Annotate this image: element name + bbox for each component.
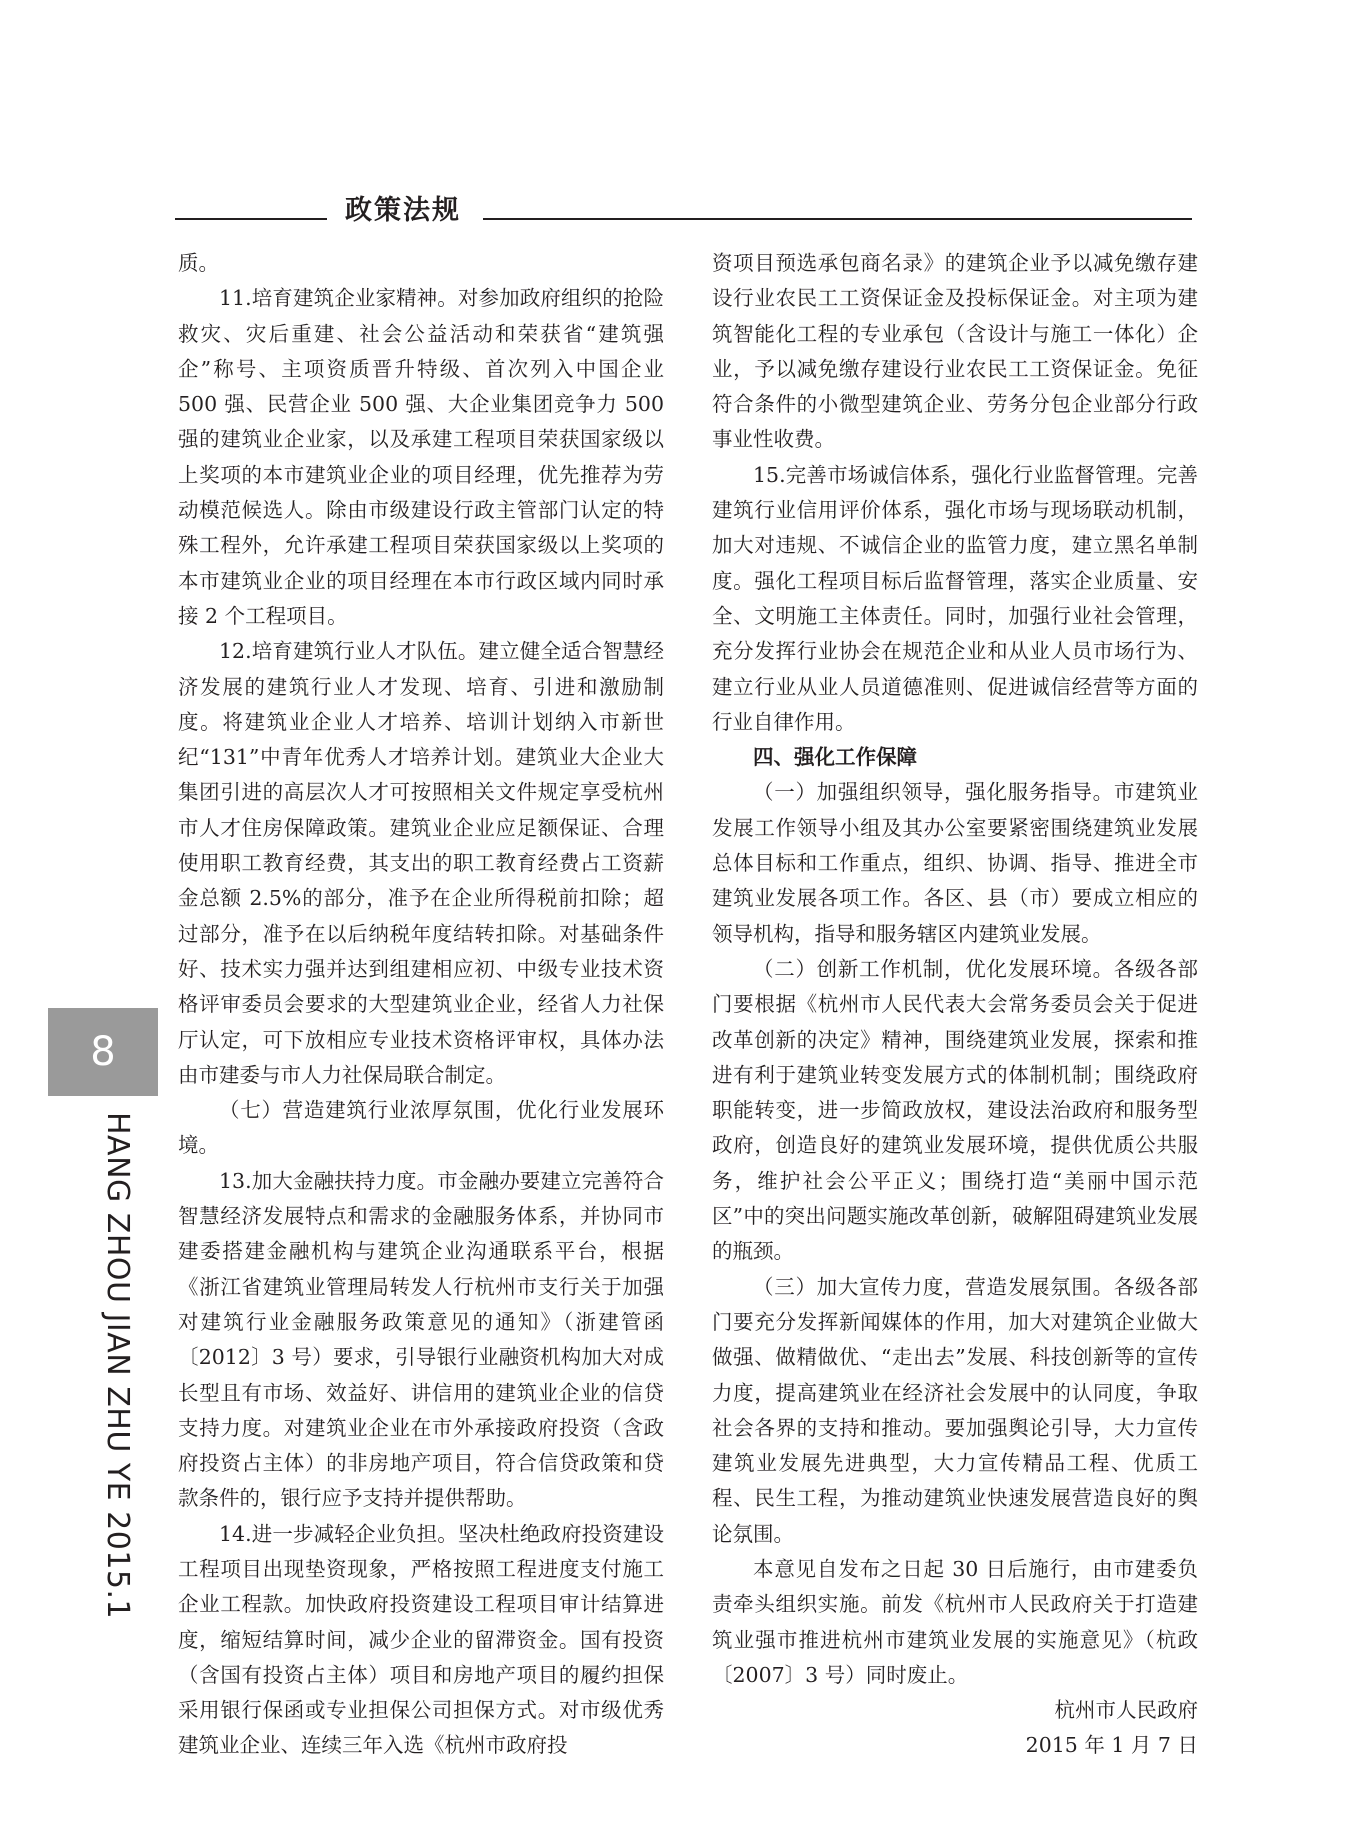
paragraph: 13.加大金融扶持力度。市金融办要建立完善符合智慧经济发展特点和需求的金融服务体系，并协同市建委搭建金融机构与建筑企业沟通联系平台，根据《浙江省建筑业管理局转发人行杭州市支行关于加强对建筑行业金融服务政策意见的通知》（浙建管函〔2012〕3 号）要求，引导银行业融资机构加大对成长型且有市场、效益好、讲信用的建筑业企业的信贷支持力度。对建筑业企业在市外承接政府投资（含政府投资占主体）的非房地产项目，符合信贷政策和贷款条件的，银行应予支持并提供帮助。 (178, 1168, 664, 1511)
paragraph: 15.完善市场诚信体系，强化行业监督管理。完善建筑行业信用评价体系，强化市场与现场联动机制，加大对违规、不诚信企业的监管力度，建立黑名单制度。强化工程项目标后监督管理，落实企业质量、安全、文明施工主体责任。同时，加强行业社会管理，充分发挥行业协会在规范企业和从业人员市场行为、建立行业从业人员道德准则、促进诚信经营等方面的行业自律作用。 (712, 462, 1198, 734)
paragraph: 质。 (178, 251, 219, 275)
paragraph: （三）加大宣传力度，营造发展氛围。各级各部门要充分发挥新闻媒体的作用，加大对建筑企业做大做强、做精做优、“走出去”发展、科技创新等的宣传力度，提高建筑业在经济社会发展中的认同度，争取社会各界的支持和推动。要加强舆论引导，大力宣传建筑业发展先进典型，大力宣传精品工程、优质工程、民生工程，为推动建筑业快速发展营造良好的舆论氛围。 (712, 1274, 1198, 1546)
paragraph: （二）创新工作机制，优化发展环境。各级各部门要根据《杭州市人民代表大会常务委员会关于促进改革创新的决定》精神，围绕建筑业发展，探索和推进有利于建筑业转变发展方式的体制机制；围绕政府职能转变，进一步简政放权，建设法治政府和服务型政府，创造良好的建筑业发展环境，提供优质公共服务，维护社会公平正义；围绕打造“美丽中国示范区”中的突出问题实施改革创新，破解阻碍建筑业发展的瓶颈。 (712, 956, 1198, 1264)
signature-date: 2015 年 1 月 7 日 (1025, 1733, 1198, 1758)
header-rule-left (175, 218, 327, 220)
page-number-tab: 8 (48, 1008, 158, 1096)
right-column (712, 246, 1198, 1764)
section-heading: 四、强化工作保障 (753, 745, 917, 770)
signature-org: 杭州市人民政府 (1054, 1698, 1198, 1723)
paragraph: 12.培育建筑行业人才队伍。建立健全适合智慧经济发展的建筑行业人才发现、培育、引进和激励制度。将建筑业企业人才培养、培训计划纳入市新世纪“131”中青年优秀人才培养计划。建筑业大企业大集团引进的高层次人才可按照相关文件规定享受杭州市人才住房保障政策。建筑业企业应足额保证、合理使用职工教育经费，其支出的职工教育经费占工资薪金总额 2.5%的部分，准予在企业所得税前扣除；超过部分，准予在以后纳税年度结转扣除。对基础条件好、技术实力强并达到组建相应初、中级专业技术资格评审委员会要求的大型建筑业企业，经省人力社保厅认定，可下放相应专业技术资格评审权，具体办法由市建委与市人力社保局联合制定。 (178, 639, 664, 1087)
paragraph: 资项目预选承包商名录》的建筑企业予以减免缴存建设行业农民工工资保证金及投标保证金。对主项为建筑智能化工程的专业承包（含设计与施工一体化）企业，予以减免缴存建设行业农民工工资保证金。免征符合条件的小微型建筑企业、劳务分包企业部分行政事业性收费。 (712, 251, 1198, 452)
paragraph: 11.培育建筑企业家精神。对参加政府组织的抢险救灾、灾后重建、社会公益活动和荣获省“建筑强企”称号、主项资质晋升特级、首次列入中国企业 500 强、民营企业 500 强、大企业集团竞争力 500 强的建筑业企业家，以及承建工程项目荣获国家级以上奖项的本市建筑业企业的项目经理，优先推荐为劳动模范候选人。除由市级建设行政主管部门认定的特殊工程外，允许承建工程项目荣获国家级以上奖项的本市建筑业企业的项目经理在本市行政区域内同时承接 2 个工程项目。 (178, 286, 664, 628)
journal-name-vertical: HANG ZHOU JIAN ZHU YE 2015.1 (100, 1112, 135, 1620)
paragraph: （七）营造建筑行业浓厚氛围，优化行业发展环境。 (178, 1098, 664, 1158)
paragraph: （一）加强组织领导，强化服务指导。市建筑业发展工作领导小组及其办公室要紧密围绕建筑业发展总体目标和工作重点，组织、协调、指导、推进全市建筑业发展各项工作。各区、县（市）要成立相应的领导机构，指导和服务辖区内建筑业发展。 (712, 780, 1198, 946)
page-header (175, 182, 1192, 226)
paragraph: 14.进一步减轻企业负担。坚决杜绝政府投资建设工程项目出现垫资现象，严格按照工程进度支付施工企业工程款。加快政府投资建设工程项目审计结算进度，缩短结算时间，减少企业的留滞资金。国有投资（含国有投资占主体）项目和房地产项目的履约担保采用银行保函或专业担保公司担保方式。对市级优秀建筑业企业、连续三年入选《杭州市政府投 (178, 1521, 664, 1758)
section-title: 政策法规 (345, 195, 461, 226)
paragraph: 本意见自发布之日起 30 日后施行，由市建委负责牵头组织实施。前发《杭州市人民政府关于打造建筑业强市推进杭州市建筑业发展的实施意见》（杭政〔2007〕3 号）同时废止。 (712, 1556, 1198, 1687)
header-rule-right (483, 218, 1192, 220)
left-column (178, 246, 664, 1764)
